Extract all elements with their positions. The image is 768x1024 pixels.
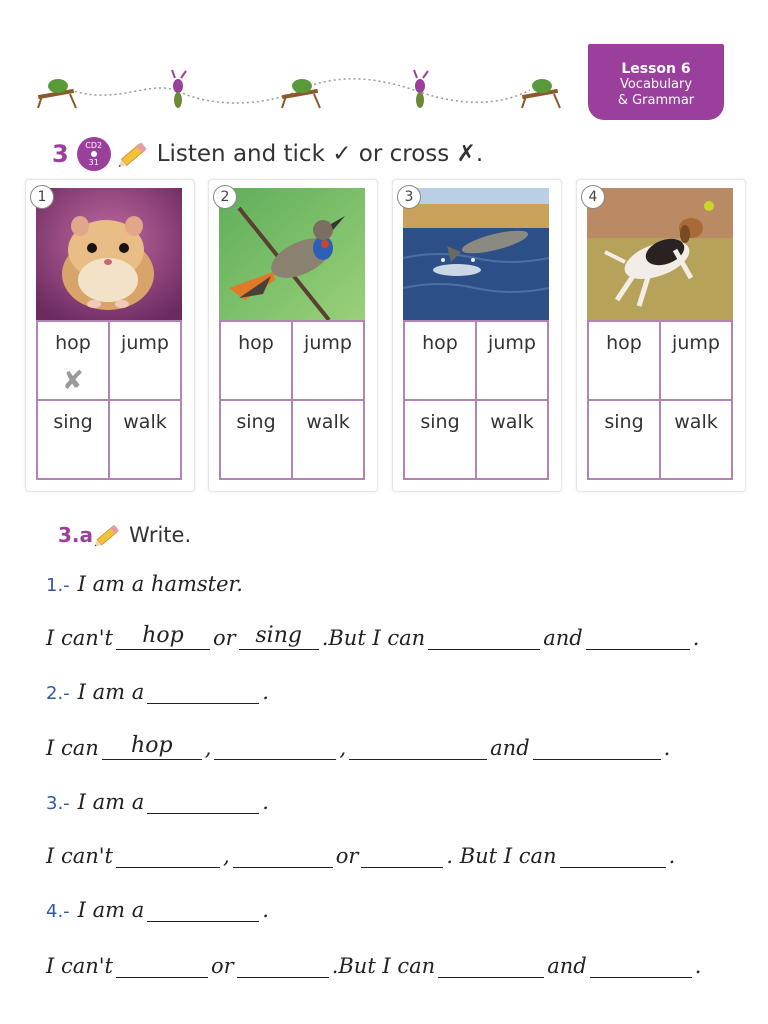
exercise-card-1 — [25, 179, 195, 492]
pencil-icon — [93, 521, 123, 549]
sentence-text: or — [335, 844, 359, 868]
answer-blank[interactable] — [438, 951, 544, 978]
bird-photo — [219, 188, 365, 320]
sentence-1-intro — [46, 556, 243, 596]
exercise-card-3 — [392, 179, 562, 492]
sentence-text: and — [543, 626, 583, 650]
word-cell-walk[interactable] — [292, 400, 364, 479]
exercise-card-4 — [576, 179, 746, 492]
answer-blank[interactable] — [116, 951, 208, 978]
cd-track: 31 — [88, 158, 99, 167]
fish-photo — [403, 188, 549, 320]
word-label: hop — [422, 332, 458, 354]
frog-deckchair-icon — [282, 79, 320, 108]
answer-blank[interactable] — [560, 841, 666, 868]
sentence-text: . — [663, 736, 671, 760]
answer-blank[interactable] — [214, 733, 336, 760]
answer-blank[interactable] — [147, 895, 259, 922]
answer-blank[interactable] — [349, 733, 487, 760]
sentence-text: and — [490, 736, 530, 760]
answer-blank[interactable] — [237, 951, 329, 978]
write-section-heading — [58, 521, 191, 549]
word-grid — [36, 320, 182, 480]
word-label: hop — [238, 332, 274, 354]
answer-blank[interactable] — [147, 677, 259, 704]
sentence-text: I am a — [77, 898, 145, 922]
word-cell-jump[interactable] — [476, 321, 548, 400]
answer-blank[interactable]: sing — [239, 623, 319, 650]
word-cell-jump[interactable] — [109, 321, 181, 400]
card-number: 4 — [581, 185, 605, 209]
word-label: walk — [490, 411, 534, 433]
sentence-text: . — [668, 844, 676, 868]
section-instruction: Write. — [129, 523, 192, 547]
sentence-text: I can't — [46, 844, 113, 868]
sentence-text: . — [694, 954, 702, 978]
sentence-text: , — [223, 844, 230, 868]
word-label: hop — [55, 332, 91, 354]
question-number: 1.- — [46, 575, 70, 596]
sentence-1-abilities — [46, 610, 699, 650]
question-number: 2.- — [46, 683, 70, 704]
word-label: walk — [123, 411, 167, 433]
bunny-icon — [172, 70, 186, 108]
word-grid — [587, 320, 733, 480]
sentence-3-abilities — [46, 828, 675, 868]
sentence-text: I can't — [46, 954, 113, 978]
answer-blank[interactable] — [533, 733, 661, 760]
word-label: sing — [604, 411, 644, 433]
dog-photo — [587, 188, 733, 320]
sentence-text: I can — [46, 736, 99, 760]
cd-icon — [77, 137, 111, 171]
frog-deckchair-icon — [522, 79, 560, 108]
word-cell-hop[interactable] — [37, 321, 109, 400]
word-cell-hop[interactable] — [588, 321, 660, 400]
answer-blank[interactable]: hop — [116, 623, 210, 650]
task-instruction: Listen and tick ✓ or cross ✗. — [156, 141, 484, 167]
sentence-text: I am a — [77, 680, 145, 704]
sentence-text: I am a hamster. — [77, 572, 243, 596]
answer-blank[interactable] — [147, 787, 259, 814]
word-grid — [403, 320, 549, 480]
answer-blank[interactable]: hop — [102, 733, 202, 760]
sentence-text: I am a — [77, 790, 145, 814]
word-cell-sing[interactable] — [220, 400, 292, 479]
sentence-text: . — [262, 680, 269, 704]
lesson-number: Lesson 6 — [621, 61, 691, 77]
card-number: 2 — [213, 185, 237, 209]
sentence-text: , — [204, 736, 212, 760]
task-number: 3 — [52, 140, 69, 168]
sentence-4-abilities — [46, 938, 701, 978]
sentence-text: or — [213, 626, 236, 650]
word-label: jump — [672, 332, 720, 354]
answer-blank[interactable] — [361, 841, 443, 868]
word-label: jump — [488, 332, 536, 354]
pencil-icon — [117, 138, 151, 170]
answer-blank[interactable] — [233, 841, 333, 868]
sentence-2-abilities — [46, 720, 670, 760]
answer-blank[interactable] — [428, 623, 540, 650]
sentence-text: .But I can — [331, 954, 436, 978]
sentence-text: . — [262, 898, 269, 922]
question-number: 4.- — [46, 901, 70, 922]
sentence-text: I can't — [46, 626, 113, 650]
sentence-text: , — [339, 736, 347, 760]
word-label: walk — [306, 411, 350, 433]
sentence-4-intro — [46, 882, 269, 922]
bunny-icon — [414, 70, 428, 108]
word-cell-sing[interactable] — [37, 400, 109, 479]
word-cell-hop[interactable] — [404, 321, 476, 400]
exercise-card-2 — [208, 179, 378, 492]
word-cell-walk[interactable] — [660, 400, 732, 479]
sentence-text: or — [211, 954, 234, 978]
question-number: 3.- — [46, 793, 70, 814]
card-number: 1 — [30, 185, 54, 209]
word-cell-walk[interactable] — [109, 400, 181, 479]
word-cell-jump[interactable] — [292, 321, 364, 400]
decorative-border — [30, 68, 570, 116]
word-label: sing — [420, 411, 460, 433]
word-label: jump — [121, 332, 169, 354]
word-label: walk — [674, 411, 718, 433]
word-label: hop — [606, 332, 642, 354]
word-cell-jump[interactable] — [660, 321, 732, 400]
card-number: 3 — [397, 185, 421, 209]
lesson-badge — [588, 44, 724, 120]
answer-blank[interactable] — [590, 951, 692, 978]
word-label: jump — [304, 332, 352, 354]
word-cell-hop[interactable] — [220, 321, 292, 400]
cross-mark: ✘ — [62, 366, 84, 396]
word-cell-walk[interactable] — [476, 400, 548, 479]
word-cell-sing[interactable] — [588, 400, 660, 479]
section-number: 3.a — [58, 523, 94, 547]
lesson-subtitle-2: & Grammar — [617, 93, 695, 108]
word-label: sing — [53, 411, 93, 433]
sentence-text: . But I can — [446, 844, 557, 868]
sentence-3-intro — [46, 774, 269, 814]
task-heading — [52, 136, 483, 172]
frog-deckchair-icon — [38, 79, 76, 108]
answer-blank[interactable] — [586, 623, 690, 650]
word-label: sing — [236, 411, 276, 433]
sentence-2-intro — [46, 664, 269, 704]
sentence-text: .But I can — [321, 626, 426, 650]
sentence-text: and — [547, 954, 587, 978]
sentence-text: . — [692, 626, 700, 650]
answer-blank[interactable] — [116, 841, 220, 868]
sentence-text: . — [262, 790, 269, 814]
lesson-subtitle-1: Vocabulary — [619, 77, 693, 92]
cd-label: CD2 — [85, 141, 103, 150]
word-grid — [219, 320, 365, 480]
hamster-photo — [36, 188, 182, 320]
word-cell-sing[interactable] — [404, 400, 476, 479]
